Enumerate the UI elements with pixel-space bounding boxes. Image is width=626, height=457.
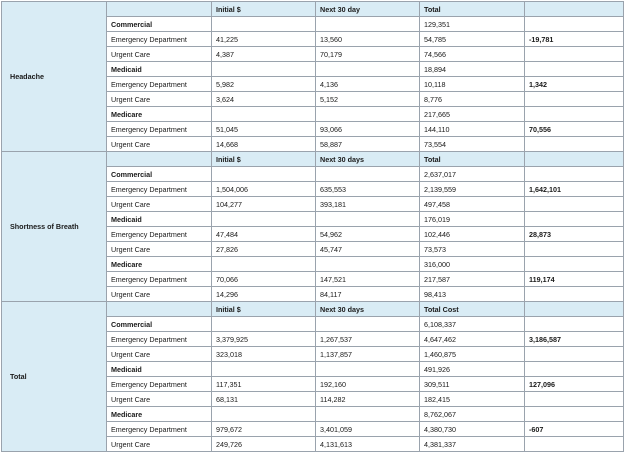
next-30-days-cost-cell: 58,887 bbox=[316, 137, 420, 152]
section-label: Shortness of Breath bbox=[2, 152, 107, 302]
next-30-days-cost-cell bbox=[316, 107, 420, 122]
total-cost-cell: 491,926 bbox=[420, 362, 525, 377]
initial-cost-cell: 70,066 bbox=[212, 272, 316, 287]
next-30-days-cost-cell bbox=[316, 212, 420, 227]
difference-cell bbox=[525, 17, 624, 32]
next-30-days-cost-cell bbox=[316, 317, 420, 332]
next-30-days-cost-cell bbox=[316, 17, 420, 32]
next-30-days-cost-cell: 54,962 bbox=[316, 227, 420, 242]
section-header-row bbox=[2, 302, 624, 317]
row-label: Commercial bbox=[107, 317, 212, 332]
total-cost-cell: 4,380,730 bbox=[420, 422, 525, 437]
next-30-days-cost-cell: 93,066 bbox=[316, 122, 420, 137]
header-blank-cell bbox=[107, 152, 212, 167]
difference-cell bbox=[525, 392, 624, 407]
total-cost-cell: 98,413 bbox=[420, 287, 525, 302]
initial-cost-cell: 68,131 bbox=[212, 392, 316, 407]
initial-cost-cell bbox=[212, 17, 316, 32]
initial-cost-cell: 3,624 bbox=[212, 92, 316, 107]
row-label: Urgent Care bbox=[107, 392, 212, 407]
total-cost-cell: 1,460,875 bbox=[420, 347, 525, 362]
row-label: Emergency Department bbox=[107, 422, 212, 437]
difference-cell bbox=[525, 287, 624, 302]
row-label: Emergency Department bbox=[107, 122, 212, 137]
difference-cell: 1,342 bbox=[525, 77, 624, 92]
initial-cost-cell bbox=[212, 257, 316, 272]
header-next-30: Next 30 days bbox=[316, 302, 420, 317]
row-label: Medicaid bbox=[107, 62, 212, 77]
initial-cost-cell: 117,351 bbox=[212, 377, 316, 392]
next-30-days-cost-cell: 13,560 bbox=[316, 32, 420, 47]
difference-cell bbox=[525, 242, 624, 257]
row-label: Emergency Department bbox=[107, 272, 212, 287]
section-label: Headache bbox=[2, 2, 107, 152]
difference-cell bbox=[525, 362, 624, 377]
header-total: Total bbox=[420, 2, 525, 17]
initial-cost-cell: 1,504,006 bbox=[212, 182, 316, 197]
initial-cost-cell: 51,045 bbox=[212, 122, 316, 137]
total-cost-cell: 4,381,337 bbox=[420, 437, 525, 452]
initial-cost-cell bbox=[212, 317, 316, 332]
row-label: Medicare bbox=[107, 407, 212, 422]
row-label: Commercial bbox=[107, 17, 212, 32]
next-30-days-cost-cell: 5,152 bbox=[316, 92, 420, 107]
header-difference bbox=[525, 2, 624, 17]
next-30-days-cost-cell: 147,521 bbox=[316, 272, 420, 287]
row-label: Emergency Department bbox=[107, 77, 212, 92]
total-cost-cell: 316,000 bbox=[420, 257, 525, 272]
header-blank-cell bbox=[107, 2, 212, 17]
difference-cell bbox=[525, 137, 624, 152]
difference-cell bbox=[525, 47, 624, 62]
difference-cell: -607 bbox=[525, 422, 624, 437]
section-label: Total bbox=[2, 302, 107, 452]
total-cost-cell: 8,762,067 bbox=[420, 407, 525, 422]
initial-cost-cell: 249,726 bbox=[212, 437, 316, 452]
difference-cell: -19,781 bbox=[525, 32, 624, 47]
initial-cost-cell: 3,379,925 bbox=[212, 332, 316, 347]
header-total: Total bbox=[420, 152, 525, 167]
next-30-days-cost-cell: 3,401,059 bbox=[316, 422, 420, 437]
total-cost-cell: 8,776 bbox=[420, 92, 525, 107]
difference-cell bbox=[525, 317, 624, 332]
header-difference bbox=[525, 302, 624, 317]
row-label: Emergency Department bbox=[107, 227, 212, 242]
row-label: Emergency Department bbox=[107, 32, 212, 47]
next-30-days-cost-cell: 393,181 bbox=[316, 197, 420, 212]
cost-comparison-table bbox=[1, 1, 624, 452]
row-label: Medicare bbox=[107, 107, 212, 122]
header-total: Total Cost bbox=[420, 302, 525, 317]
table-body bbox=[2, 2, 624, 452]
next-30-days-cost-cell: 1,267,537 bbox=[316, 332, 420, 347]
difference-cell bbox=[525, 197, 624, 212]
next-30-days-cost-cell: 114,282 bbox=[316, 392, 420, 407]
row-label: Emergency Department bbox=[107, 182, 212, 197]
row-label: Medicare bbox=[107, 257, 212, 272]
row-label: Urgent Care bbox=[107, 242, 212, 257]
initial-cost-cell: 323,018 bbox=[212, 347, 316, 362]
next-30-days-cost-cell bbox=[316, 362, 420, 377]
initial-cost-cell bbox=[212, 107, 316, 122]
row-label: Urgent Care bbox=[107, 92, 212, 107]
next-30-days-cost-cell: 1,137,857 bbox=[316, 347, 420, 362]
next-30-days-cost-cell: 45,747 bbox=[316, 242, 420, 257]
row-label: Urgent Care bbox=[107, 347, 212, 362]
difference-cell: 1,642,101 bbox=[525, 182, 624, 197]
row-label: Medicaid bbox=[107, 212, 212, 227]
difference-cell bbox=[525, 212, 624, 227]
next-30-days-cost-cell bbox=[316, 407, 420, 422]
total-cost-cell: 2,139,559 bbox=[420, 182, 525, 197]
row-label: Urgent Care bbox=[107, 47, 212, 62]
next-30-days-cost-cell: 70,179 bbox=[316, 47, 420, 62]
initial-cost-cell: 14,668 bbox=[212, 137, 316, 152]
difference-cell bbox=[525, 347, 624, 362]
next-30-days-cost-cell: 635,553 bbox=[316, 182, 420, 197]
header-difference bbox=[525, 152, 624, 167]
difference-cell: 70,556 bbox=[525, 122, 624, 137]
difference-cell bbox=[525, 257, 624, 272]
row-label: Medicaid bbox=[107, 362, 212, 377]
initial-cost-cell bbox=[212, 407, 316, 422]
initial-cost-cell: 104,277 bbox=[212, 197, 316, 212]
header-next-30: Next 30 day bbox=[316, 2, 420, 17]
header-initial: Initial $ bbox=[212, 302, 316, 317]
row-label: Urgent Care bbox=[107, 197, 212, 212]
initial-cost-cell: 27,826 bbox=[212, 242, 316, 257]
next-30-days-cost-cell: 84,117 bbox=[316, 287, 420, 302]
total-cost-cell: 54,785 bbox=[420, 32, 525, 47]
total-cost-cell: 102,446 bbox=[420, 227, 525, 242]
difference-cell bbox=[525, 167, 624, 182]
total-cost-cell: 497,458 bbox=[420, 197, 525, 212]
total-cost-cell: 73,554 bbox=[420, 137, 525, 152]
total-cost-cell: 129,351 bbox=[420, 17, 525, 32]
row-label: Urgent Care bbox=[107, 437, 212, 452]
total-cost-cell: 73,573 bbox=[420, 242, 525, 257]
next-30-days-cost-cell bbox=[316, 257, 420, 272]
section-header-row bbox=[2, 152, 624, 167]
initial-cost-cell: 979,672 bbox=[212, 422, 316, 437]
initial-cost-cell: 14,296 bbox=[212, 287, 316, 302]
next-30-days-cost-cell bbox=[316, 167, 420, 182]
header-initial: Initial $ bbox=[212, 152, 316, 167]
section-header-row bbox=[2, 2, 624, 17]
initial-cost-cell bbox=[212, 362, 316, 377]
total-cost-cell: 217,665 bbox=[420, 107, 525, 122]
total-cost-cell: 182,415 bbox=[420, 392, 525, 407]
next-30-days-cost-cell bbox=[316, 62, 420, 77]
difference-cell: 28,873 bbox=[525, 227, 624, 242]
initial-cost-cell: 4,387 bbox=[212, 47, 316, 62]
next-30-days-cost-cell: 192,160 bbox=[316, 377, 420, 392]
row-label: Urgent Care bbox=[107, 137, 212, 152]
difference-cell bbox=[525, 62, 624, 77]
initial-cost-cell: 5,982 bbox=[212, 77, 316, 92]
difference-cell: 119,174 bbox=[525, 272, 624, 287]
total-cost-cell: 4,647,462 bbox=[420, 332, 525, 347]
next-30-days-cost-cell: 4,136 bbox=[316, 77, 420, 92]
difference-cell bbox=[525, 92, 624, 107]
difference-cell bbox=[525, 407, 624, 422]
row-label: Emergency Department bbox=[107, 332, 212, 347]
initial-cost-cell bbox=[212, 62, 316, 77]
initial-cost-cell: 47,484 bbox=[212, 227, 316, 242]
row-label: Emergency Department bbox=[107, 377, 212, 392]
row-label: Commercial bbox=[107, 167, 212, 182]
total-cost-cell: 2,637,017 bbox=[420, 167, 525, 182]
difference-cell bbox=[525, 107, 624, 122]
row-label: Urgent Care bbox=[107, 287, 212, 302]
total-cost-cell: 144,110 bbox=[420, 122, 525, 137]
total-cost-cell: 18,894 bbox=[420, 62, 525, 77]
difference-cell: 3,186,587 bbox=[525, 332, 624, 347]
total-cost-cell: 217,587 bbox=[420, 272, 525, 287]
total-cost-cell: 74,566 bbox=[420, 47, 525, 62]
initial-cost-cell bbox=[212, 212, 316, 227]
total-cost-cell: 309,511 bbox=[420, 377, 525, 392]
next-30-days-cost-cell: 4,131,613 bbox=[316, 437, 420, 452]
difference-cell: 127,096 bbox=[525, 377, 624, 392]
total-cost-cell: 176,019 bbox=[420, 212, 525, 227]
header-next-30: Next 30 days bbox=[316, 152, 420, 167]
header-initial: Initial $ bbox=[212, 2, 316, 17]
total-cost-cell: 10,118 bbox=[420, 77, 525, 92]
header-blank-cell bbox=[107, 302, 212, 317]
initial-cost-cell bbox=[212, 167, 316, 182]
total-cost-cell: 6,108,337 bbox=[420, 317, 525, 332]
initial-cost-cell: 41,225 bbox=[212, 32, 316, 47]
difference-cell bbox=[525, 437, 624, 452]
